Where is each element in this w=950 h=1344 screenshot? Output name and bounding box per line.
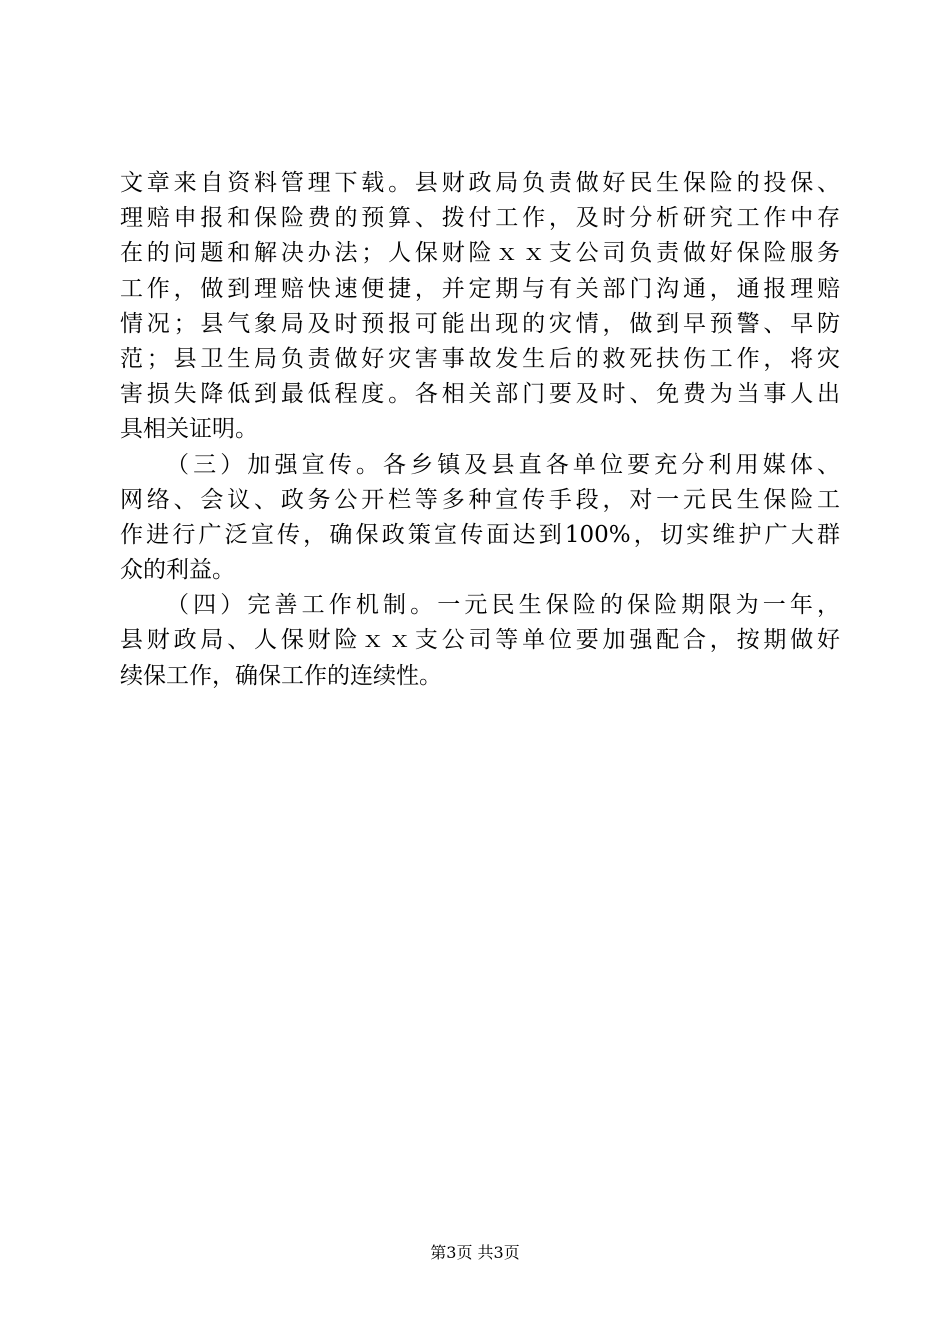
paragraph-3-line-1: （四）完善工作机制。一元民生保险的保险期限为一年， (166, 592, 840, 619)
paragraph-1-line-7: 害损失降低到最低程度。各相关部门要及时、免费为当事人出 (120, 381, 840, 408)
paragraph-1-line-2: 理赔申报和保险费的预算、拨付工作，及时分析研究工作中存 (120, 205, 840, 232)
paragraph-1-line-4: 工作，做到理赔快速便捷，并定期与有关部门沟通，通报理赔 (120, 275, 840, 302)
paragraph-3-line-3: 续保工作，确保工作的连续性。 (120, 662, 442, 689)
paragraph-1-line-1: 文章来自资料管理下载。县财政局负责做好民生保险的投保、 (120, 170, 840, 196)
page-number-footer: 第3页 共3页 (430, 1243, 520, 1262)
document-body (120, 166, 840, 694)
paragraph-2-line-1: （三）加强宣传。各乡镇及县直各单位要充分利用媒体、 (166, 451, 840, 478)
paragraph-1-line-5: 情况；县气象局及时预报可能出现的灾情，做到早预警、早防 (120, 310, 840, 337)
paragraph-2-line-2: 网络、会议、政务公开栏等多种宣传手段，对一元民生保险工 (120, 486, 840, 513)
paragraph-3-line-2: 县财政局、人保财险ｘｘ支公司等单位要加强配合，按期做好 (120, 627, 840, 654)
paragraph-2-line-4: 众的利益。 (120, 557, 235, 584)
paragraph-1-line-3: 在的问题和解决办法；人保财险ｘｘ支公司负责做好保险服务 (120, 240, 840, 267)
paragraph-2-line-3: 作进行广泛宣传，确保政策宣传面达到100%，切实维护广大群 (120, 521, 840, 548)
paragraph-1-line-6: 范；县卫生局负责做好灾害事故发生后的救死扶伤工作，将灾 (120, 345, 840, 372)
paragraph-1-line-8: 具相关证明。 (120, 416, 258, 443)
